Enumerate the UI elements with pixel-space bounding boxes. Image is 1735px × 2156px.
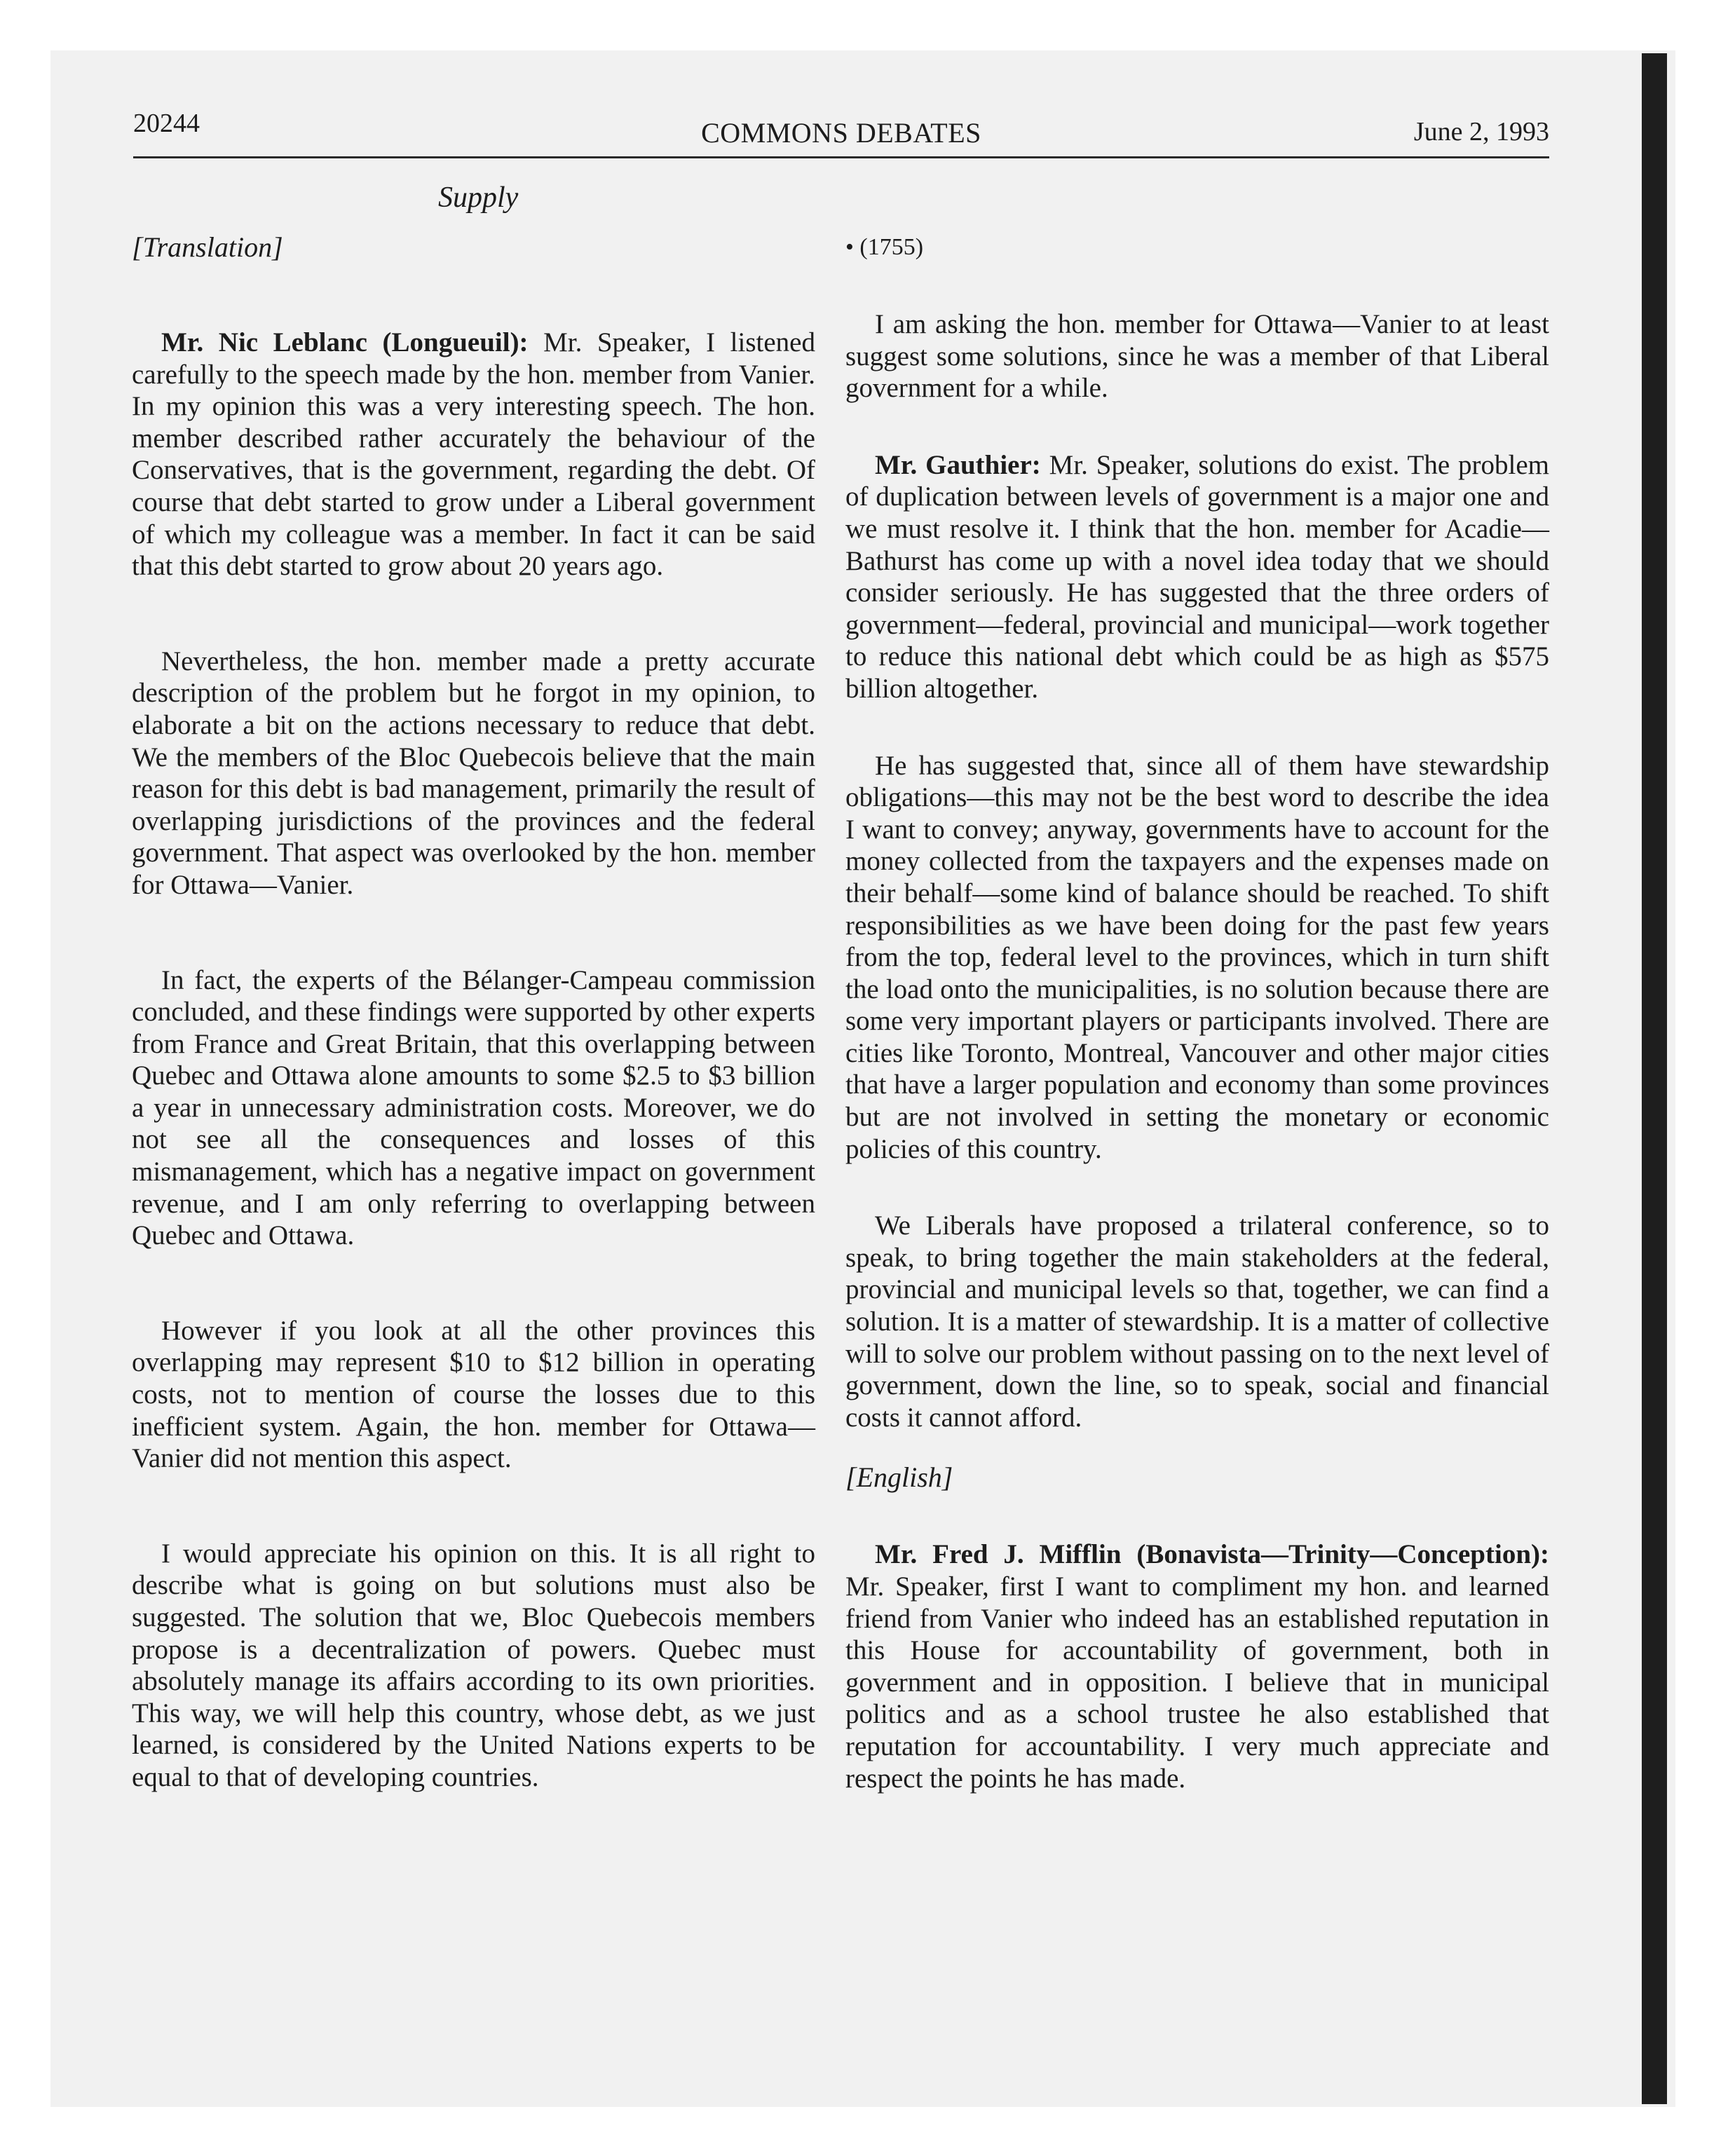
paragraph: Nevertheless, the hon. member made a pretty accurate description of the problem but he forgot in my opinion, to elaborate a bit on the actions necessary to reduce that debt. We the members of the Bloc Quebecois believe that the main reason for this debt is bad management, primarily the result of overlapping jurisdictions of the provinces and the federal government. That aspect was overlooked by the hon. member for Ottawa—Vanier. xyxy=(132,646,815,900)
speaker-name: Mr. Nic Leblanc (Longueuil): xyxy=(161,327,529,357)
paragraph: In fact, the experts of the Bélanger-Campeau commission concluded, and these findings were supported by other experts from France and Great Britain, that this overlapping between Quebec and Ottawa alone amounts to some $2.5 to $3 billion a year in unnecessary administration costs. Moreover, we do not see all the consequences and losses of this mismanagement, which has a negative impact on government revenue, and I am only referring to overlapping between Quebec and Ottawa. xyxy=(132,964,815,1251)
paragraph: Mr. Nic Leblanc (Longueuil): Mr. Speaker, I listened carefully to the speech made by the hon. member from Vanier. In my opinion this was a very interesting speech. The hon. member described rather accurately the behaviour of the Conservatives, that is the government, regarding the debt. Of course that debt started to grow under a Liberal government of which my colleague was a member. In fact it can be said that this debt started to grow about 20 years ago. xyxy=(132,327,815,582)
scan-edge-shadow xyxy=(1642,53,1667,2104)
publication-title: COMMONS DEBATES xyxy=(701,117,981,149)
time-marker: • (1755) xyxy=(845,234,924,260)
header-rule xyxy=(133,156,1549,158)
paragraph: I am asking the hon. member for Ottawa—Vanier to at least suggest some solutions, since he was a member of that Liberal government for a while. xyxy=(845,309,1549,404)
speaker-name: Mr. Gauthier: xyxy=(875,449,1041,480)
paragraph: However if you look at all the other provinces this overlapping may represent $10 to $12 billion in operating costs, not to mention of course the losses due to this inefficient system. Again, the hon. member for Ottawa—Vanier did not mention this aspect. xyxy=(132,1315,815,1474)
publication-date: June 2, 1993 xyxy=(1413,117,1549,146)
paragraph: I would appreciate his opinion on this. It is all right to describe what is going on but solutions must also be suggested. The solution that we, Bloc Quebecois members propose is a decentralization of powers. Quebec must absolutely manage its affairs according to its own priorities. This way, we will help this country, whose debt, as we just learned, is considered by the United Nations experts to be equal to that of developing countries. xyxy=(132,1538,815,1792)
speaker-name: Mr. Fred J. Mifflin (Bonavista—Trinity—Conception): xyxy=(875,1539,1549,1570)
page-number: 20244 xyxy=(133,109,200,138)
section-label: Supply xyxy=(438,182,519,214)
right-column xyxy=(845,231,1549,1794)
left-column xyxy=(132,231,815,1794)
paragraph: He has suggested that, since all of them have stewardship obligations—this may not be the best word to describe the idea I want to convey; anyway, governments have to account for the money collected from the taxpayers and the expenses made on their behalf—some kind of balance should be reached. To shift responsibilities as we have been doing for the past few years from the top, federal level to the provinces, which in turn shift the load onto the municipalities, is no solution because there are some very important players or participants involved. There are cities like Toronto, Montreal, Vancouver and other major cities that have a larger population and economy than some provinces but are not involved in setting the monetary or economic policies of this country. xyxy=(845,750,1549,1164)
paragraph: Mr. Fred J. Mifflin (Bonavista—Trinity—Conception): Mr. Speaker, first I want to compliment my hon. and learned friend from Vanier who indeed has an established reputation in this House for accountability of government, both in government and in opposition. I believe that in municipal politics and as a school trustee he also established that reputation for accountability. I very much appreciate and respect the points he has made. xyxy=(845,1539,1549,1794)
paragraph: Mr. Gauthier: Mr. Speaker, solutions do exist. The problem of duplication between levels of government is a major one and we must resolve it. I think that the hon. member for Acadie—Bathurst has come up with a novel idea today that we should consider seriously. He has suggested that the three orders of government—federal, provincial and municipal—work together to reduce this national debt which could be as high as $575 billion altogether. xyxy=(845,449,1549,704)
paragraph: We Liberals have proposed a trilateral conference, so to speak, to bring together the main stakeholders at the federal, provincial and municipal levels so that, together, we can find a solution. It is a matter of stewardship. It is a matter of collective will to solve our problem without passing on to the next level of government, down the line, so to speak, social and financial costs it cannot afford. xyxy=(845,1210,1549,1433)
language-tag: [Translation] xyxy=(132,231,283,263)
language-tag: [English] xyxy=(845,1461,953,1494)
page-header xyxy=(133,104,1549,160)
